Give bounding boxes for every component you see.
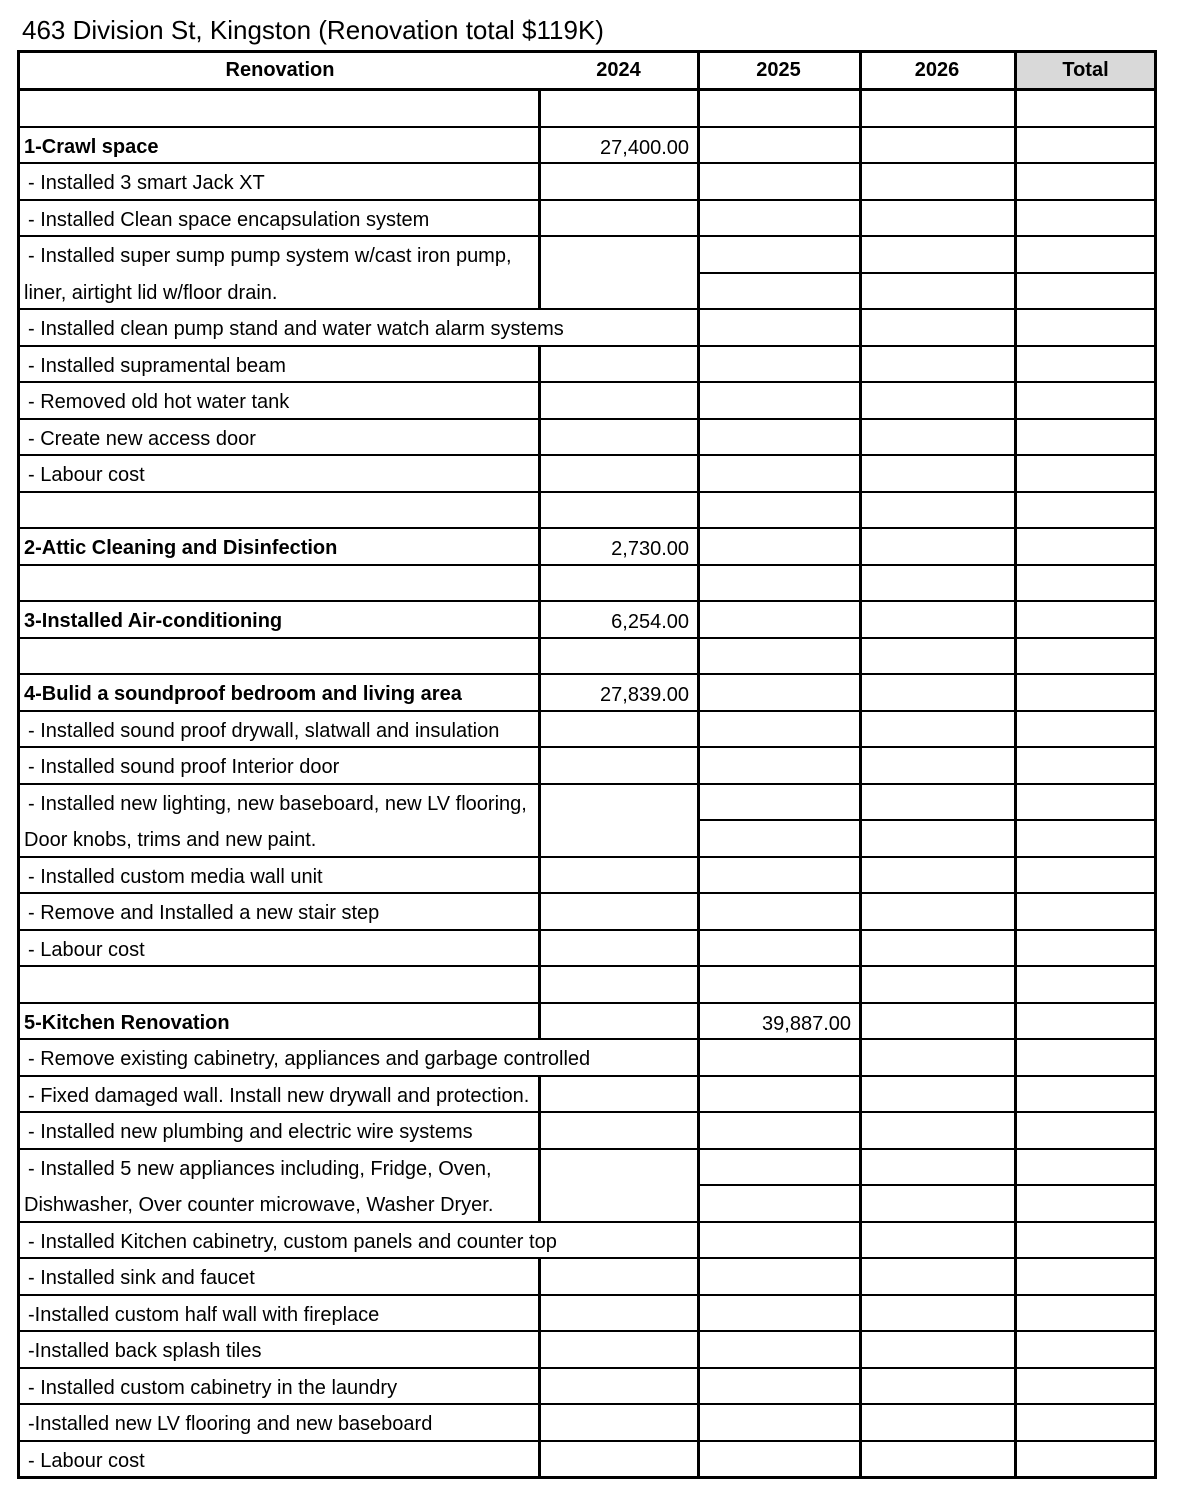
table-row — [20, 1369, 1154, 1406]
amount-2025 — [700, 967, 859, 1004]
column-divider-2025-2026 — [859, 53, 862, 1476]
amount-2024 — [541, 493, 697, 530]
row-label: - Installed new plumbing and electric wire systems — [28, 1121, 473, 1143]
amount-2024 — [541, 164, 697, 201]
amount-2024 — [541, 1259, 697, 1296]
amount-2025 — [700, 1223, 859, 1260]
amount-2024 — [541, 931, 697, 968]
table-row — [20, 675, 1154, 712]
row-label: - Remove and Installed a new stair step — [28, 902, 380, 924]
amount-2024 — [541, 748, 697, 785]
amount-2024 — [541, 1150, 697, 1187]
table-row — [20, 1113, 1154, 1150]
amount-2024 — [541, 201, 697, 238]
row-label: - Installed sink and faucet — [28, 1267, 255, 1289]
row-label: - Installed super sump pump system w/cast iron pump, — [28, 245, 512, 267]
row-label: 2-Attic Cleaning and Disinfection — [24, 537, 338, 559]
document-title: 463 Division St, Kingston (Renovation total $119K) — [22, 15, 604, 45]
header-2025: 2025 — [756, 59, 801, 81]
amount-2024 — [541, 1113, 697, 1150]
amount-2025 — [700, 91, 859, 128]
amount-2025 — [700, 347, 859, 384]
table-row — [20, 201, 1154, 238]
header-total: Total — [1014, 53, 1154, 88]
amount-2025 — [700, 748, 859, 785]
table-row — [20, 566, 1154, 603]
amount-2025 — [700, 566, 859, 603]
table-row — [20, 310, 1154, 347]
table-row — [20, 1405, 1154, 1442]
amount-2024: 27,839.00 — [600, 684, 689, 706]
row-label: - Installed 3 smart Jack XT — [28, 172, 265, 194]
amount-2024 — [541, 821, 697, 858]
amount-2024 — [541, 91, 697, 128]
table-row — [20, 383, 1154, 420]
amount-2024 — [541, 1442, 697, 1479]
amount-2024 — [541, 639, 697, 676]
amount-2025 — [700, 1040, 859, 1077]
amount-2025 — [700, 274, 859, 311]
row-label: - Installed custom media wall unit — [28, 865, 323, 888]
amount-2024 — [541, 237, 697, 274]
table-row — [20, 1259, 1154, 1296]
table-row — [20, 456, 1154, 493]
row-label: 4-Bulid a soundproof bedroom and living area — [24, 683, 462, 705]
amount-2024 — [541, 566, 697, 603]
header-renovation: Renovation — [225, 59, 335, 81]
amount-2024 — [541, 1223, 697, 1260]
amount-2025: 39,887.00 — [762, 1012, 851, 1035]
amount-2025 — [700, 1077, 859, 1114]
amount-2025 — [700, 602, 859, 639]
amount-2025 — [700, 237, 859, 274]
table-row — [20, 1223, 1154, 1260]
table-row — [20, 1150, 1154, 1187]
amount-2024 — [541, 858, 697, 895]
table-row — [20, 712, 1154, 749]
row-label: - Labour cost — [28, 938, 145, 961]
amount-2025 — [700, 1332, 859, 1369]
amount-2025 — [700, 821, 859, 858]
amount-2025 — [700, 1369, 859, 1406]
table-row — [20, 785, 1154, 822]
header-2024: 2024 — [596, 59, 641, 81]
amount-2025 — [700, 1442, 859, 1479]
row-label: liner, airtight lid w/floor drain. — [24, 281, 278, 304]
row-label: - Create new access door — [28, 427, 256, 450]
column-divider-2026-total — [1014, 53, 1017, 1476]
amount-2024 — [541, 1405, 697, 1442]
table-row — [20, 128, 1154, 165]
table-row — [20, 894, 1154, 931]
amount-2025 — [700, 1150, 859, 1187]
amount-2024 — [541, 1004, 697, 1041]
row-label: - Installed 5 new appliances including, Fridge, Oven, — [28, 1157, 492, 1180]
row-label: - Fixed damaged wall. Install new drywall and protection. — [28, 1084, 530, 1107]
row-label: -Installed new LV flooring and new baseboard — [28, 1413, 433, 1435]
amount-2025 — [700, 456, 859, 493]
table-row — [20, 493, 1154, 530]
amount-2025 — [700, 712, 859, 749]
row-label: - Labour cost — [28, 464, 145, 486]
amount-2025 — [700, 164, 859, 201]
row-label: - Installed supramental beam — [28, 354, 286, 377]
amount-2025 — [700, 1186, 859, 1223]
table-row — [20, 639, 1154, 676]
table-row — [20, 164, 1154, 201]
amount-2024 — [541, 1040, 697, 1077]
amount-2024: 27,400.00 — [600, 136, 689, 159]
row-label: -Installed back splash tiles — [28, 1340, 262, 1362]
amount-2025 — [700, 420, 859, 457]
table-row — [20, 931, 1154, 968]
amount-2025 — [700, 529, 859, 566]
table-row — [20, 1296, 1154, 1333]
row-label: - Removed old hot water tank — [28, 391, 290, 413]
amount-2025 — [700, 1405, 859, 1442]
amount-2024 — [541, 456, 697, 493]
amount-2024 — [541, 310, 697, 347]
amount-2024: 2,730.00 — [611, 538, 689, 560]
amount-2025 — [700, 858, 859, 895]
amount-2024 — [541, 1369, 697, 1406]
row-label: - Installed sound proof Interior door — [28, 756, 340, 778]
table-row — [20, 529, 1154, 566]
amount-2025 — [700, 675, 859, 712]
row-label: - Installed custom cabinetry in the laundry — [28, 1376, 398, 1399]
row-label: - Labour cost — [28, 1449, 145, 1472]
amount-2024 — [541, 383, 697, 420]
row-label: - Installed clean pump stand and water watch alarm systems — [28, 318, 564, 340]
amount-2024 — [541, 420, 697, 457]
table-row — [20, 1186, 1154, 1223]
amount-2025 — [700, 310, 859, 347]
row-label: - Installed sound proof drywall, slatwall and insulation — [28, 719, 500, 742]
renovation-table — [17, 50, 1157, 1479]
table-header-row — [20, 53, 1154, 91]
amount-2025 — [700, 1296, 859, 1333]
table-row — [20, 420, 1154, 457]
table-row — [20, 602, 1154, 639]
amount-2025 — [700, 1113, 859, 1150]
row-label: - Remove existing cabinetry, appliances and garbage controlled — [28, 1048, 591, 1070]
amount-2025 — [700, 931, 859, 968]
table-row — [20, 821, 1154, 858]
table-row — [20, 1004, 1154, 1041]
row-label: - Installed Clean space encapsulation system — [28, 208, 430, 231]
amount-2024 — [541, 1296, 697, 1333]
table-row — [20, 1442, 1154, 1479]
row-label: -Installed custom half wall with fireplace — [28, 1303, 380, 1326]
amount-2025 — [700, 785, 859, 822]
table-row — [20, 347, 1154, 384]
header-2026: 2026 — [914, 59, 960, 81]
amount-2025 — [700, 201, 859, 238]
table-row — [20, 858, 1154, 895]
row-label: 5-Kitchen Renovation — [24, 1011, 230, 1034]
amount-2024 — [541, 894, 697, 931]
amount-2024 — [541, 712, 697, 749]
row-label: 3-Installed Air-conditioning — [24, 610, 283, 632]
amount-2024 — [541, 1332, 697, 1369]
amount-2025 — [700, 894, 859, 931]
table-row — [20, 967, 1154, 1004]
amount-2024 — [541, 967, 697, 1004]
row-label: 1-Crawl space — [24, 135, 159, 158]
table-row — [20, 1332, 1154, 1369]
amount-2025 — [700, 128, 859, 165]
amount-2025 — [700, 1259, 859, 1296]
amount-2024 — [541, 274, 697, 311]
table-row — [20, 1040, 1154, 1077]
amount-2025 — [700, 383, 859, 420]
amount-2024 — [541, 347, 697, 384]
table-row — [20, 237, 1154, 274]
table-row — [20, 91, 1154, 128]
amount-2025 — [700, 493, 859, 530]
amount-2024 — [541, 785, 697, 822]
amount-2025 — [700, 639, 859, 676]
row-label: - Installed Kitchen cabinetry, custom panels and counter top — [28, 1230, 557, 1253]
amount-2024 — [541, 1186, 697, 1223]
row-label: Dishwasher, Over counter microwave, Washer Dryer. — [24, 1194, 494, 1216]
row-label: Door knobs, trims and new paint. — [24, 829, 317, 851]
amount-2024 — [541, 1077, 697, 1114]
table-row — [20, 1077, 1154, 1114]
row-label: - Installed new lighting, new baseboard, new LV flooring, — [28, 792, 527, 815]
table-row — [20, 748, 1154, 785]
amount-2024: 6,254.00 — [611, 611, 689, 633]
table-row — [20, 274, 1154, 311]
